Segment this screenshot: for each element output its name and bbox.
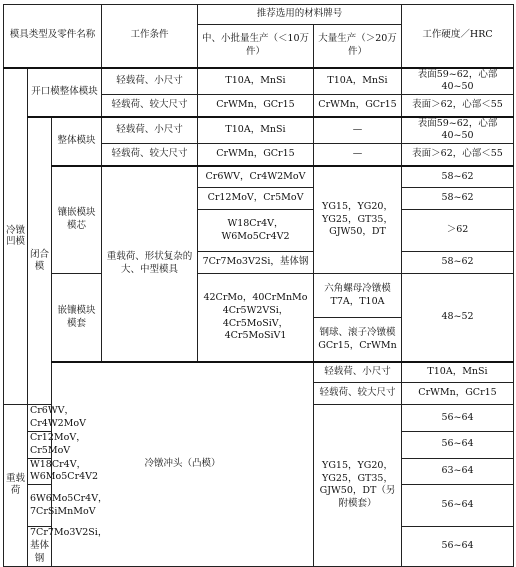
label-punch: 冷镦冲头（凸模） [52,362,314,566]
cond-p2: 轻载荷、较大尺寸 [314,383,402,405]
cond-r4: 轻载荷、较大尺寸 [102,144,198,166]
hrc-r3: 表面59~62，心部40~50 [402,117,514,144]
small-r7: W18Cr4V，W6Mo5Cr4V2 [198,210,314,252]
header-type: 模具类型及零件名称 [4,5,102,68]
cond-heavy-complex: 重载荷、形状复杂的大、中型模具 [102,166,198,362]
cond-r2: 轻载荷、较大尺寸 [102,95,198,117]
hrc-r7: ＞62 [402,210,514,252]
cond-heavy: 重载荷 [4,405,28,566]
hrc-p3: 56~64 [402,405,514,432]
large-punch-heavy: YG15，YG20，YG25，GT35，GJW50，DT（另附模套） [314,405,402,566]
label-closed-die: 闭合模 [28,117,52,405]
small-r3: T10A，MnSi [198,117,314,144]
cond-r1: 轻载荷、小尺寸 [102,68,198,95]
small-r9: 42CrMo，40CrMnMo 4Cr5W2VSi，4Cr5MoSiV，4Cr5MoSiV1 [198,274,314,362]
small-p2: CrWMn，GCr15 [402,383,514,405]
hrc-r2: 表面＞62，心部＜55 [402,95,514,117]
large-r3: — [314,117,402,144]
small-r1: T10A，MnSi [198,68,314,95]
small-r6: Cr12MoV，Cr5MoV [198,188,314,210]
hrc-p6: 56~64 [402,485,514,527]
hrc-r1: 表面59~62，心部40~50 [402,68,514,95]
hrc-r9: 48~52 [402,274,514,362]
small-p3: Cr6WV，Cr4W2MoV [28,405,52,432]
small-p6: 6W6Mo5Cr4V，7CrSiMnMoV [28,485,52,527]
header-material: 推荐选用的材料牌号 [198,5,402,25]
hrc-p4: 56~64 [402,431,514,458]
hrc-r4: 表面＞62，心部＜55 [402,144,514,166]
large-r2: CrWMn，GCr15 [314,95,402,117]
hrc-p5: 63~64 [402,458,514,485]
label-insert-core: 镶嵌模块模芯 [52,166,102,274]
header-large-batch: 大量生产（＞20万件） [314,25,402,68]
small-p7: 7Cr7Mo3V2Si，基体钢 [28,527,52,566]
hrc-r5: 58~62 [402,166,514,188]
hrc-r8: 58~62 [402,252,514,274]
small-p1: T10A，MnSi [402,362,514,383]
header-small-batch: 中、小批量生产（＜10万件） [198,25,314,68]
header-condition: 工作条件 [102,5,198,68]
label-cold-die: 冷镦凹模 [4,68,28,405]
small-r8: 7Cr7Mo3V2Si，基体钢 [198,252,314,274]
hrc-r6: 58~62 [402,188,514,210]
header-hardness: 工作硬度／HRC [402,5,514,68]
hrc-p7: 56~64 [402,527,514,566]
label-integral: 整体模块 [52,117,102,166]
small-p4: Cr12MoV，Cr5MoV [28,431,52,458]
label-open-die: 开口模整体模块 [28,68,102,117]
large-r1: T10A，MnSi [314,68,402,95]
large-core: YG15，YG20，YG25，GT35，GJW50，DT [314,166,402,274]
cond-r3: 轻载荷、小尺寸 [102,117,198,144]
small-p5: W18Cr4V，W6Mo5Cr4V2 [28,458,52,485]
cond-p1: 轻载荷、小尺寸 [314,362,402,383]
label-insert-sleeve: 嵌镶模块模套 [52,274,102,362]
large-sleeve-2: 钢球、滚子冷镦模GCr15，CrWMn [314,318,402,362]
small-r5: Cr6WV，Cr4W2MoV [198,166,314,188]
small-r4: CrWMn，GCr15 [198,144,314,166]
large-sleeve-1: 六角螺母冷镦模T7A，T10A [314,274,402,318]
die-material-table [3,4,514,567]
small-r2: CrWMn，GCr15 [198,95,314,117]
large-r4: — [314,144,402,166]
